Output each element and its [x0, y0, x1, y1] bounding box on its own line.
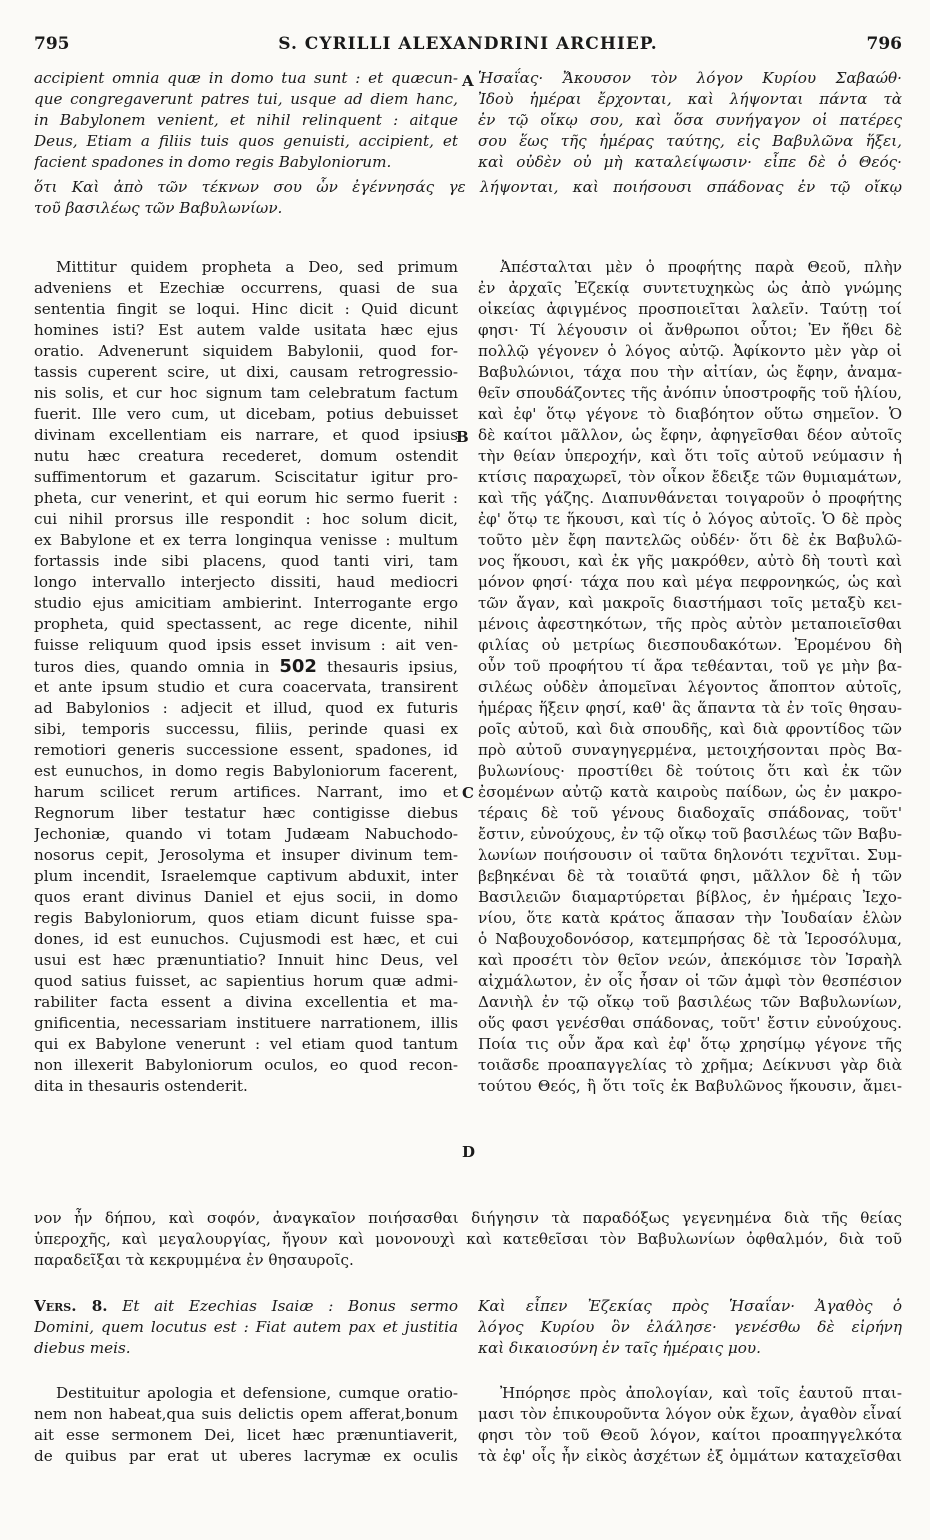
text-line: quod satius fuisset, ac sapientius horum quæ admi-	[34, 972, 458, 990]
text-segment: thesauris ipsius,	[316, 658, 458, 676]
margin-letter-c: C	[462, 784, 474, 802]
greek-top-block	[478, 68, 902, 173]
text-line: divinam excellentiam eis narrare, et quod ipsius	[34, 426, 458, 444]
text-line: Ἀπέσταλται μὲν ὁ προφήτης παρὰ Θεοῦ, πλὴν	[500, 258, 902, 276]
text-line: νίου, ὅτε κατὰ κράτος ἅπασαν τὴν Ἰουδαίαν ἑλὼν	[478, 909, 902, 927]
text-line: Mittitur quidem propheta a Deo, sed primum	[56, 258, 458, 276]
text-line: propheta, quid spectassent, ac rege dicente, nihil	[34, 615, 458, 633]
text-line: ad Babylonios : adjecit et illud, quod ex futuris	[34, 699, 458, 717]
text-line: σου ἕως τῆς ἡμέρας ταύτης, εἰς Βαβυλῶνα ἥξει,	[478, 132, 902, 150]
text-line: adveniens et Ezechiæ occurrens, quasi de sua	[34, 279, 458, 297]
text-line: ἐσομένων αὐτῷ κατὰ καιροὺς παίδων, ὡς ἐν μακρο-	[478, 783, 902, 801]
text-line: harum scilicet rerum artifices. Narrant, imo et	[34, 783, 458, 801]
text-line: fuisse reliquum quod ipsis esset invisum : ait ven-	[34, 636, 458, 654]
text-line: καὶ ἐφ' ὅτῳ γέγονε τὸ διαβόητον οὕτω σημεῖον. Ὁ	[478, 405, 902, 423]
text-line: τῶν ἄγαν, καὶ μακροῖς διαστήμασι τοῖς μεταξὺ κει-	[478, 594, 902, 612]
running-title: S. CYRILLI ALEXANDRINI ARCHIEP.	[278, 34, 658, 54]
text-line: καὶ δικαιοσύνη ἐν ταῖς ἡμέραις μου.	[478, 1339, 761, 1357]
text-line: φησι τὸν τοῦ Θεοῦ λόγον, καίτοι προαπηγγελκότα	[478, 1426, 902, 1444]
text-line: Deus, Etiam a filiis tuis quos genuisti, accipient, et	[34, 132, 458, 150]
text-line: est eunuchos, in domo regis Babyloniorum facerent,	[34, 762, 458, 780]
text-line: nosorus cepit, Jerosolyma et insuper divinum tem-	[34, 846, 458, 864]
text-line: usui est hæc prænuntiatio? Innuit hinc Deus, vel	[34, 951, 458, 969]
text-line: Βαβυλώνιοι, τάχα που τὴν αἰτίαν, ὡς ἔφην, ἀναμα-	[478, 363, 902, 381]
text-line: dita in thesauris ostenderit.	[34, 1077, 248, 1095]
text-line: Ἡσαΐας· Ἄκουσον τὸν λόγον Κυρίου Σαβαώθ·	[478, 69, 902, 87]
margin-letter-b: B	[456, 428, 469, 446]
text-line: κτίσις παραχωρεῖ, τὸν οἶκον ἔδειξε τῶν θυμιαμάτων,	[478, 468, 902, 486]
text-line: ροῖς αὐτοῦ, καὶ διὰ σπουδῆς, καὶ διὰ φροντίδος τῶν	[478, 720, 902, 738]
text-line: accipient omnia quæ in domo tua sunt : et quæcun-	[34, 69, 458, 87]
text-line: de quibus par erat ut uberes lacrymæ ex oculis	[34, 1447, 458, 1465]
text-line: παραδεῖξαι τὰ κεκρυμμένα ἐν θησαυροῖς.	[34, 1251, 354, 1269]
text-line: μόνον φησί· τάχα που καὶ μέγα πεφρονηκώς, ὡς καὶ	[478, 573, 902, 591]
text-line: φιλίας οὐ μετρίως διεσπουδακότων. Ἐρομένου δὴ	[478, 636, 902, 654]
text-line: τὰ ἐφ' οἷς ἦν εἰκὸς ἀσχέτων ἐξ ὀμμάτων καταχεῖσθαι	[478, 1447, 902, 1465]
text-line: studio ejus amicitiam ambierint. Interrogante ergo	[34, 594, 458, 612]
text-line: quos erant divinus Daniel et ejus socii, in domo	[34, 888, 458, 906]
text-line: τέραις δὲ τοῦ γένους διαδοχαῖς σπάδονας, τοῦτ'	[478, 804, 902, 822]
text-line: Βασιλειῶν διαμαρτύρεται βίβλος, ἐν ἡμέραις Ἰεχο-	[478, 888, 902, 906]
text-line: ἐφ' ὅτῳ τε ἥκουσι, καὶ τίς ὁ λόγος αὐτοῖς. Ὁ δὲ πρὸς	[478, 510, 902, 528]
text-line: τὴν θείαν ὑπεροχήν, καὶ ὅτι τοῖς αὐτοῦ νεύμασιν ἡ	[478, 447, 902, 465]
text-line: non illexerit Babyloniorum oculos, eo quod recon-	[34, 1056, 458, 1074]
page-number-left: 795	[34, 34, 70, 54]
text-line: ἡμέρας ἥξειν φησί, καθ' ἃς ἅπαντα τὰ ἐν τοῖς θησαυ-	[478, 699, 902, 717]
text-line: et ante ipsum studio et cura coacervata, transirent	[34, 678, 458, 696]
text-line: τοιᾶσδε προαπαγγελίας τὸ χρῆμα; Δείκνυσι γὰρ διὰ	[478, 1056, 902, 1074]
text-line: δὲ καίτοι μᾶλλον, ὡς ἔφην, ἀφηγεῖσθαι δέον αὐτοῖς	[478, 426, 902, 444]
text-line: οἰκείας ἀφιγμένος προσποιεῖται λαλεῖν. Ταύτῃ τοί	[478, 300, 902, 318]
text-line: Jechoniæ, quando vi totam Judæam Nabuchodo-	[34, 825, 458, 843]
greek-verse-block	[478, 1296, 902, 1359]
text-line: Destituitur apologia et defensione, cumque oratio-	[56, 1384, 458, 1402]
text-line: σιλέως οὐδὲν ἀπομεῖναι λέγοντος ἄποπτον αὐτοῖς,	[478, 678, 902, 696]
text-segment: turos dies, quando omnia in	[34, 658, 280, 676]
latin-bottom-block	[34, 1383, 458, 1467]
page-number-right: 796	[866, 34, 902, 54]
text-line: Regnorum liber testatur hæc contigisse diebus	[34, 804, 458, 822]
text-line: plum incendit, Israelemque captivum abduxit, inter	[34, 867, 458, 885]
latin-verse-block	[34, 1296, 458, 1359]
running-header	[34, 34, 902, 62]
text-line: πρὸ αὐτοῦ συναγηγερμένα, μετοιχήσονται πρὸς Βα-	[478, 741, 902, 759]
verse-text: Et ait Ezechias Isaiæ : Bonus sermo	[107, 1297, 458, 1315]
text-line: ἐν τῷ οἴκῳ σου, καὶ ὅσα συνήγαγον οἱ πατέρες	[478, 111, 902, 129]
text-line: facient spadones in domo regis Babyloniorum.	[34, 153, 392, 171]
text-line: dones, id est eunuchos. Cujusmodi est hæc, et cui	[34, 930, 458, 948]
text-line: καὶ οὐδὲν οὐ μὴ καταλείψωσιν· εἶπε δὲ ὁ Θεός·	[478, 153, 902, 171]
text-line: φησι· Τί λέγουσιν οἱ ἄνθρωποι οὗτοι; Ἐν ἤθει δὲ	[478, 321, 902, 339]
text-line: nem non habeat,qua suis delictis opem afferat,bonum	[34, 1405, 458, 1423]
margin-letter-d: D	[462, 1143, 476, 1161]
text-line: βυλωνίους· προστίθει δὲ τούτοις ὅτι καὶ ἐκ τῶν	[478, 762, 902, 780]
text-line: tassis cuperent scire, ut dixi, causam retrogressio-	[34, 363, 458, 381]
text-line: Καὶ εἶπεν Ἐζεκίας πρὸς Ἡσαΐαν· Ἀγαθὸς ὁ	[478, 1297, 902, 1315]
text-line: regis Babyloniorum, quos etiam dicunt fuisse spa-	[34, 909, 458, 927]
text-line: in Babylonem venient, et nihil relinquent : aitque	[34, 111, 458, 129]
text-line: homines isti? Est autem valde usitata hæc ejus	[34, 321, 458, 339]
text-line: ἔστιν, εὐνούχους, ἐν τῷ οἴκῳ τοῦ βασιλέως τῶν Βαβυ-	[478, 825, 902, 843]
text-line: Ἠπόρησε πρὸς ἀπολογίαν, καὶ τοῖς ἑαυτοῦ πται-	[500, 1384, 902, 1402]
text-line: πολλῷ γέγονεν ὁ λόγος αὐτῷ. Ἀφίκοντο μὲν γὰρ οἱ	[478, 342, 902, 360]
margin-letter-a: A	[462, 72, 474, 90]
text-line: nutu hæc creatura recederet, domum ostendit	[34, 447, 458, 465]
text-line: cui nihil prorsus ille respondit : hoc solum dicit,	[34, 510, 458, 528]
text-line: μασι τὸν ἐπικουροῦντα λόγον οὐκ ἔχων, ἀγαθὸν εἶναί	[478, 1405, 902, 1423]
text-line: ex Babylone et ex terra longinqua venisse : multum	[34, 531, 458, 549]
text-line: νος ἥκουσι, καὶ ἐκ γῆς μακρόθεν, αὐτὸ δὴ τουτὶ καὶ	[478, 552, 902, 570]
verse-line	[34, 1296, 458, 1317]
text-line: nis solis, et cur hoc signum tam celebratum factum	[34, 384, 458, 402]
text-line: θεῖν σπουδάζοντες τῆς ἀνόπιν ὑποστροφῆς τοῦ ἡλίου,	[478, 384, 902, 402]
text-line: αἰχμάλωτον, ἐν οἷς ἦσαν οἱ τῶν ἀμφὶ τὸν θεσπέσιον	[478, 972, 902, 990]
text-line: qui ex Babylone venerunt : vel etiam quod tantum	[34, 1035, 458, 1053]
text-line: καὶ τῆς γάζης. Διαπυνθάνεται τοιγαροῦν ὁ προφήτης	[478, 489, 902, 507]
text-line: sententia fingit se loqui. Hinc dicit : Quid dicunt	[34, 300, 458, 318]
text-line: ὁ Ναβουχοδονόσορ, κατεμπρήσας δὲ τὰ Ἱεροσόλυμα,	[478, 930, 902, 948]
greek-main-block	[478, 257, 902, 1097]
text-line: τούτου Θεός, ἢ ὅτι τοῖς ἐκ Βαβυλῶνος ἥκουσιν, ἄμει-	[478, 1077, 902, 1095]
verse-line: diebus meis.	[34, 1339, 131, 1357]
latin-main-block	[34, 257, 458, 1097]
text-line: ἐν ἀρχαῖς Ἐζεκίᾳ συντετυχηκὼς ὡς ἀπὸ γνώμης	[478, 279, 902, 297]
text-line: suffimentorum et gazarum. Sciscitatur igitur pro-	[34, 468, 458, 486]
text-line: ait esse sermonem Dei, licet hæc prænuntiaverit,	[34, 1426, 458, 1444]
text-line: longo intervallo interjecto dissiti, haud mediocri	[34, 573, 458, 591]
text-line: pheta, cur venerint, et qui eorum hic sermo fuerit :	[34, 489, 458, 507]
text-line: Ποία τις οὖν ἄρα καὶ ἐφ' ὅτῳ χρησίμῳ γέγονε τῆς	[478, 1035, 902, 1053]
greek-bottom-block	[478, 1383, 902, 1467]
text-line: οὖν τοῦ προφήτου τί ἄρα τεθέανται, τοῦ γε μὴν βα-	[478, 657, 902, 675]
text-line: sibi, temporis successu, filiis, perinde quasi ex	[34, 720, 458, 738]
text-line: fortassis inde sibi placens, quod tanti viri, tam	[34, 552, 458, 570]
text-line: gnificentia, necessariam instituere narrationem, illis	[34, 1014, 458, 1032]
greek-span-line: τοῦ βασιλέως τῶν Βαβυλωνίων.	[34, 199, 283, 217]
text-line	[34, 656, 458, 677]
text-line: Ἰδοὺ ἡμέραι ἔρχονται, καὶ λήψονται πάντα τὰ	[478, 90, 902, 108]
text-line: ὑπεροχῆς, καὶ μεγαλουργίας, ἤγουν καὶ μονονουχὶ καὶ κατεθεῖσαι τὸν Βαβυλωνίων ὀφθαλμόν, διὰ τοῦ	[34, 1230, 902, 1248]
text-line: λόγος Κυρίου ὃν ἐλάλησε· γενέσθω δὲ εἰρήνη	[478, 1318, 902, 1336]
greek-span-line: ὅτι Καὶ ἀπὸ τῶν τέκνων σου ὧν ἐγέννησάς γε λήψονται, καὶ ποιήσουσι σπάδονας ἐν τῷ οἴκῳ	[34, 178, 902, 196]
greek-span-middle	[34, 1208, 902, 1271]
text-line: fuerit. Ille vero cum, ut dicebam, potius debuisset	[34, 405, 458, 423]
text-line: καὶ προσέτι τὸν θεῖον νεών, ἀπεκόμισε τὸν Ἰσραὴλ	[478, 951, 902, 969]
text-line: rabiliter facta essent a divina excellentia et ma-	[34, 993, 458, 1011]
text-line: remotiori generis successione essent, spadones, id	[34, 741, 458, 759]
text-line: oratio. Advenerunt siquidem Babylonii, quod for-	[34, 342, 458, 360]
text-line: βεβηκέναι δὲ τὰ τοιαῦτά φησι, μᾶλλον δὲ ἡ τῶν	[478, 867, 902, 885]
verse-line: Domini, quem locutus est : Fiat autem pax et justitia	[34, 1318, 458, 1336]
text-line: μένοις ἀφεστηκότων, τῆς πρὸς αὐτὸν μεταποιεῖσθαι	[478, 615, 902, 633]
verse-label: Vers. 8.	[34, 1297, 108, 1315]
greek-span-top	[34, 177, 902, 219]
text-line: οὕς φασι γενέσθαι σπάδονας, τοῦτ' ἔστιν εὐνούχους.	[478, 1014, 902, 1032]
latin-top-block	[34, 68, 458, 173]
text-line: λωνίων ποιήσουσιν οἱ ταῦτα δηλονότι τεχνῖται. Συμ-	[478, 846, 902, 864]
text-line: que congregaverunt patres tui, usque ad diem hanc,	[34, 90, 458, 108]
text-line: τοῦτο μὲν ἔφη παντελῶς οὐδέν· ὅτι δὲ ἐκ Βαβυλῶ-	[478, 531, 902, 549]
text-line: Δανιὴλ ἐν τῷ οἴκῳ τοῦ βασιλέως τῶν Βαβυλωνίων,	[478, 993, 902, 1011]
text-line: νον ἦν δήπου, καὶ σοφόν, ἀναγκαῖον ποιήσασθαι διήγησιν τὰ παραδόξως γεγενημένα διὰ τῆς θείας	[34, 1209, 902, 1227]
column-number-marker: 502	[279, 656, 317, 677]
